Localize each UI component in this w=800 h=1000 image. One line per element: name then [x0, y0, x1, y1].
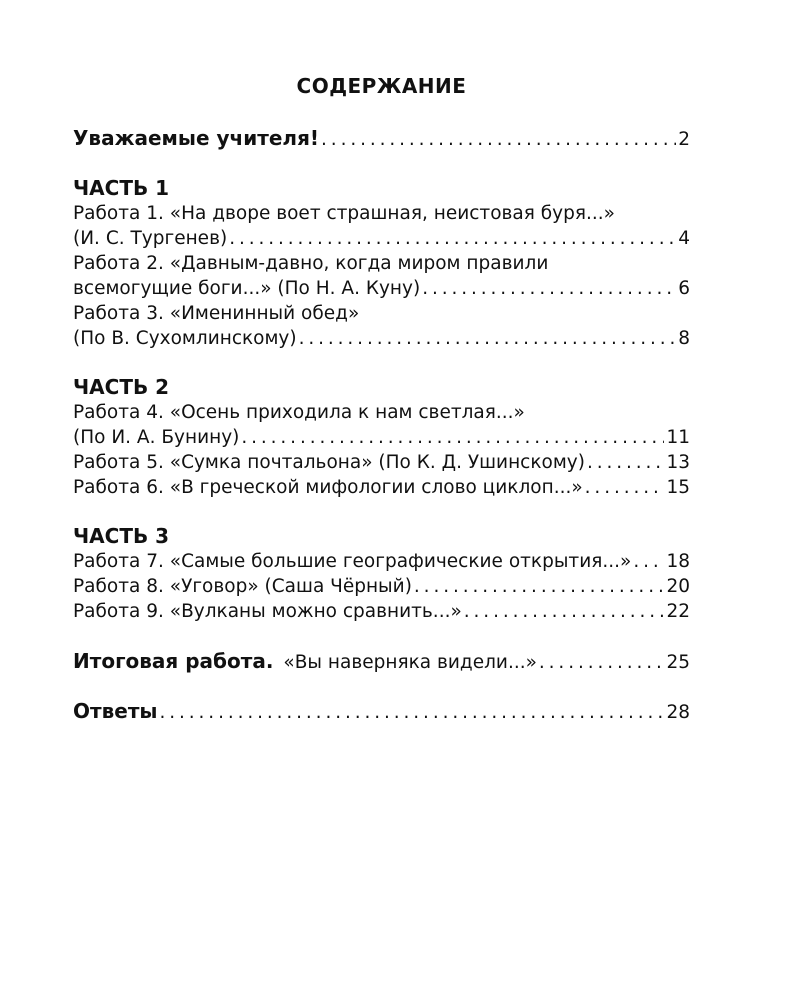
leader-dots [299, 326, 677, 351]
toc-page-number: 28 [666, 702, 690, 723]
toc-page-number: 15 [666, 477, 690, 498]
toc-entry-label: Работа 5. «Сумка почтальона» (По К. Д. Ушинскому) [73, 452, 585, 473]
toc-entry-work-5[interactable] [73, 450, 690, 475]
toc-page-number: 8 [678, 328, 690, 349]
toc-entry-label: (По В. Сухомлинскому) [73, 328, 297, 349]
leader-dots [539, 650, 665, 675]
toc-entry-line[interactable]: Работа 1. «На дворе воет страшная, неистовая буря...» [73, 203, 615, 224]
toc-entry-work-3[interactable] [73, 326, 690, 351]
toc-page-number: 22 [666, 601, 690, 622]
toc-entry-label: (И. С. Тургенев) [73, 228, 228, 249]
toc-page-number: 11 [666, 427, 690, 448]
toc-page-number: 2 [678, 129, 690, 150]
toc-page-number: 13 [666, 452, 690, 473]
toc-entry-work-7[interactable] [73, 549, 690, 574]
toc-page-number: 25 [666, 652, 690, 673]
part-heading-1: ЧАСТЬ 1 [73, 176, 170, 200]
part-heading-2: ЧАСТЬ 2 [73, 375, 170, 399]
toc-entry-label: Работа 6. «В греческой мифологии слово циклоп...» [73, 477, 583, 498]
leader-dots [464, 599, 665, 624]
toc-entry-label: Работа 9. «Вулканы можно сравнить...» [73, 601, 462, 622]
leader-dots [160, 700, 665, 725]
part-heading-3: ЧАСТЬ 3 [73, 524, 170, 548]
page-title: СОДЕРЖАНИЕ [296, 74, 467, 98]
toc-entry-label: Уважаемые учителя! [73, 126, 320, 150]
leader-dots [241, 425, 664, 450]
toc-entry-label-bold: Итоговая работа. [73, 649, 274, 673]
toc-entry-work-6[interactable] [73, 475, 690, 500]
leader-dots [321, 127, 676, 152]
toc-entry-work-2[interactable] [73, 276, 690, 301]
leader-dots [414, 574, 665, 599]
toc-page-number: 4 [678, 228, 690, 249]
toc-entry-line[interactable]: Работа 2. «Давным-давно, когда миром правили [73, 253, 549, 274]
toc-entry-label: «Вы наверняка видели...» [283, 652, 537, 673]
toc-entry-label: всемогущие боги...» (По Н. А. Куну) [73, 278, 421, 299]
leader-dots [587, 450, 664, 475]
toc-entry-intro[interactable] [73, 126, 690, 152]
toc-entry-label: Работа 8. «Уговор» (Саша Чёрный) [73, 576, 412, 597]
toc-entry-answers[interactable] [73, 699, 690, 725]
toc-entry-work-4[interactable] [73, 425, 690, 450]
leader-dots [585, 475, 665, 500]
toc-entry-label: Ответы [73, 699, 158, 723]
toc-page-number: 20 [666, 576, 690, 597]
toc-page-number: 18 [666, 551, 690, 572]
toc-entry-line[interactable]: Работа 3. «Именинный обед» [73, 303, 360, 324]
toc-entry-work-9[interactable] [73, 599, 690, 624]
toc-page-number: 6 [678, 278, 690, 299]
toc-entry-label: (По И. А. Бунину) [73, 427, 240, 448]
leader-dots [422, 276, 676, 301]
toc-entry-label: Работа 7. «Самые большие географические открытия...» [73, 551, 632, 572]
toc-entry-line[interactable]: Работа 4. «Осень приходила к нам светлая...» [73, 402, 525, 423]
toc-entry-work-1[interactable] [73, 226, 690, 251]
toc-entry-work-8[interactable] [73, 574, 690, 599]
leader-dots [229, 226, 676, 251]
leader-dots [633, 549, 664, 574]
toc-entry-final-work[interactable] [73, 649, 690, 675]
